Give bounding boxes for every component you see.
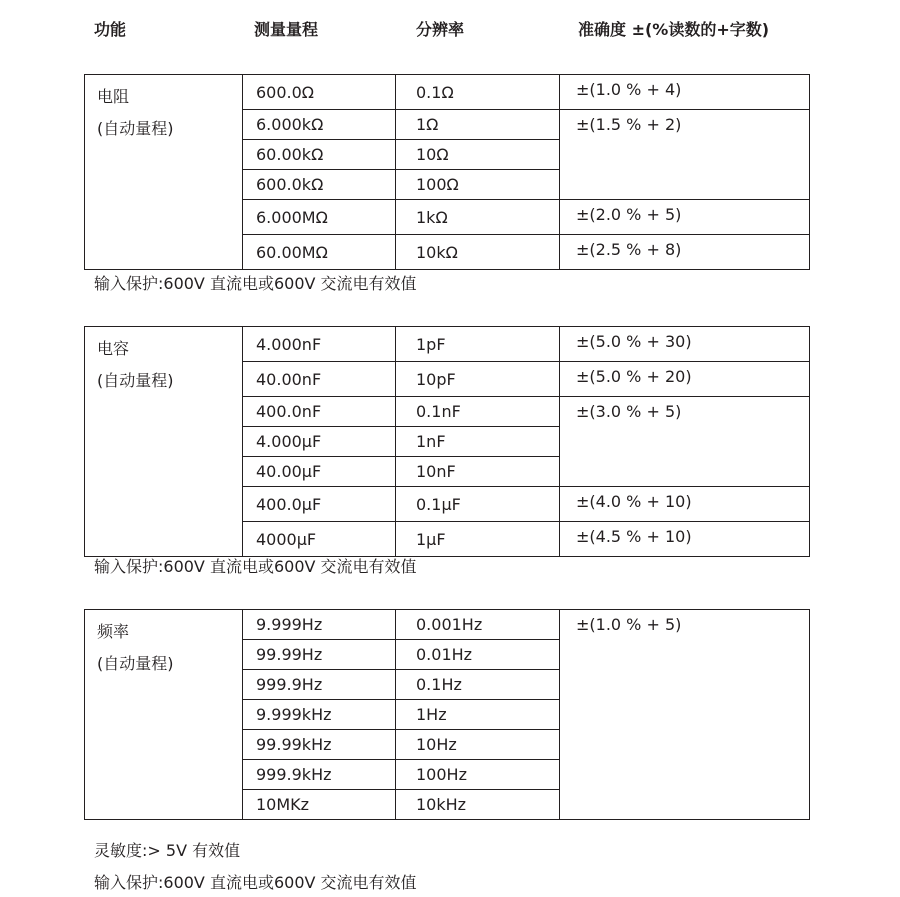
resolution-cell: 10kHz xyxy=(396,790,560,820)
range-cell: 999.9kHz xyxy=(243,760,396,790)
resolution-cell: 0.1Hz xyxy=(396,670,560,700)
range-cell: 99.99Hz xyxy=(243,640,396,670)
range-cell: 600.0Ω xyxy=(243,75,396,110)
range-cell: 400.0nF xyxy=(243,397,396,427)
resolution-cell: 0.1nF xyxy=(396,397,560,427)
frequency-table xyxy=(84,609,810,820)
resolution-cell: 1pF xyxy=(396,327,560,362)
resolution-cell: 10nF xyxy=(396,457,560,487)
accuracy-cell: ±(1.0 % + 5) xyxy=(560,610,810,820)
function-mode: (自动量程) xyxy=(97,654,174,673)
accuracy-cell: ±(5.0 % + 30) xyxy=(560,327,810,362)
capacitance-table xyxy=(84,326,810,557)
accuracy-cell: ±(1.5 % + 2) xyxy=(560,110,810,200)
table-row xyxy=(85,327,810,362)
accuracy-cell: ±(5.0 % + 20) xyxy=(560,362,810,397)
accuracy-cell: ±(2.0 % + 5) xyxy=(560,200,810,235)
resolution-cell: 1Ω xyxy=(396,110,560,140)
resolution-cell: 10Hz xyxy=(396,730,560,760)
resolution-cell: 0.001Hz xyxy=(396,610,560,640)
range-cell: 99.99kHz xyxy=(243,730,396,760)
range-cell: 60.00kΩ xyxy=(243,140,396,170)
resolution-cell: 1μF xyxy=(396,522,560,557)
range-cell: 4.000μF xyxy=(243,427,396,457)
frequency-protection-note: 输入保护:600V 直流电或600V 交流电有效值 xyxy=(94,873,417,892)
range-cell: 9.999Hz xyxy=(243,610,396,640)
resolution-cell: 0.1μF xyxy=(396,487,560,522)
range-cell: 6.000kΩ xyxy=(243,110,396,140)
header-resolution: 分辨率 xyxy=(416,20,465,39)
resolution-cell: 10Ω xyxy=(396,140,560,170)
range-cell: 60.00MΩ xyxy=(243,235,396,270)
function-name: 频率 xyxy=(97,622,130,641)
frequency-sensitivity-note: 灵敏度:> 5V 有效值 xyxy=(94,841,241,860)
function-mode: (自动量程) xyxy=(97,371,174,390)
resolution-cell: 0.1Ω xyxy=(396,75,560,110)
header-range: 测量量程 xyxy=(254,20,319,39)
resolution-cell: 1Hz xyxy=(396,700,560,730)
range-cell: 4.000nF xyxy=(243,327,396,362)
resistance-protection-note: 输入保护:600V 直流电或600V 交流电有效值 xyxy=(94,274,417,293)
range-cell: 400.0μF xyxy=(243,487,396,522)
header-accuracy: 准确度 ±(%读数的+字数) xyxy=(578,20,770,39)
resolution-cell: 100Ω xyxy=(396,170,560,200)
function-cell xyxy=(85,327,243,557)
table-row xyxy=(85,610,810,640)
header-function: 功能 xyxy=(94,20,127,39)
resolution-cell: 1nF xyxy=(396,427,560,457)
function-cell xyxy=(85,610,243,820)
range-cell: 600.0kΩ xyxy=(243,170,396,200)
capacitance-protection-note: 输入保护:600V 直流电或600V 交流电有效值 xyxy=(94,557,417,576)
range-cell: 4000μF xyxy=(243,522,396,557)
resolution-cell: 100Hz xyxy=(396,760,560,790)
accuracy-cell: ±(4.0 % + 10) xyxy=(560,487,810,522)
resolution-cell: 1kΩ xyxy=(396,200,560,235)
function-name: 电容 xyxy=(97,339,130,358)
function-cell xyxy=(85,75,243,270)
range-cell: 6.000MΩ xyxy=(243,200,396,235)
function-mode: (自动量程) xyxy=(97,119,174,138)
resistance-table xyxy=(84,74,810,270)
accuracy-cell: ±(1.0 % + 4) xyxy=(560,75,810,110)
accuracy-cell: ±(3.0 % + 5) xyxy=(560,397,810,487)
range-cell: 999.9Hz xyxy=(243,670,396,700)
range-cell: 10MKz xyxy=(243,790,396,820)
resolution-cell: 10kΩ xyxy=(396,235,560,270)
resolution-cell: 10pF xyxy=(396,362,560,397)
accuracy-cell: ±(4.5 % + 10) xyxy=(560,522,810,557)
table-row xyxy=(85,75,810,110)
range-cell: 9.999kHz xyxy=(243,700,396,730)
resolution-cell: 0.01Hz xyxy=(396,640,560,670)
accuracy-cell: ±(2.5 % + 8) xyxy=(560,235,810,270)
function-name: 电阻 xyxy=(97,87,130,106)
range-cell: 40.00nF xyxy=(243,362,396,397)
range-cell: 40.00μF xyxy=(243,457,396,487)
